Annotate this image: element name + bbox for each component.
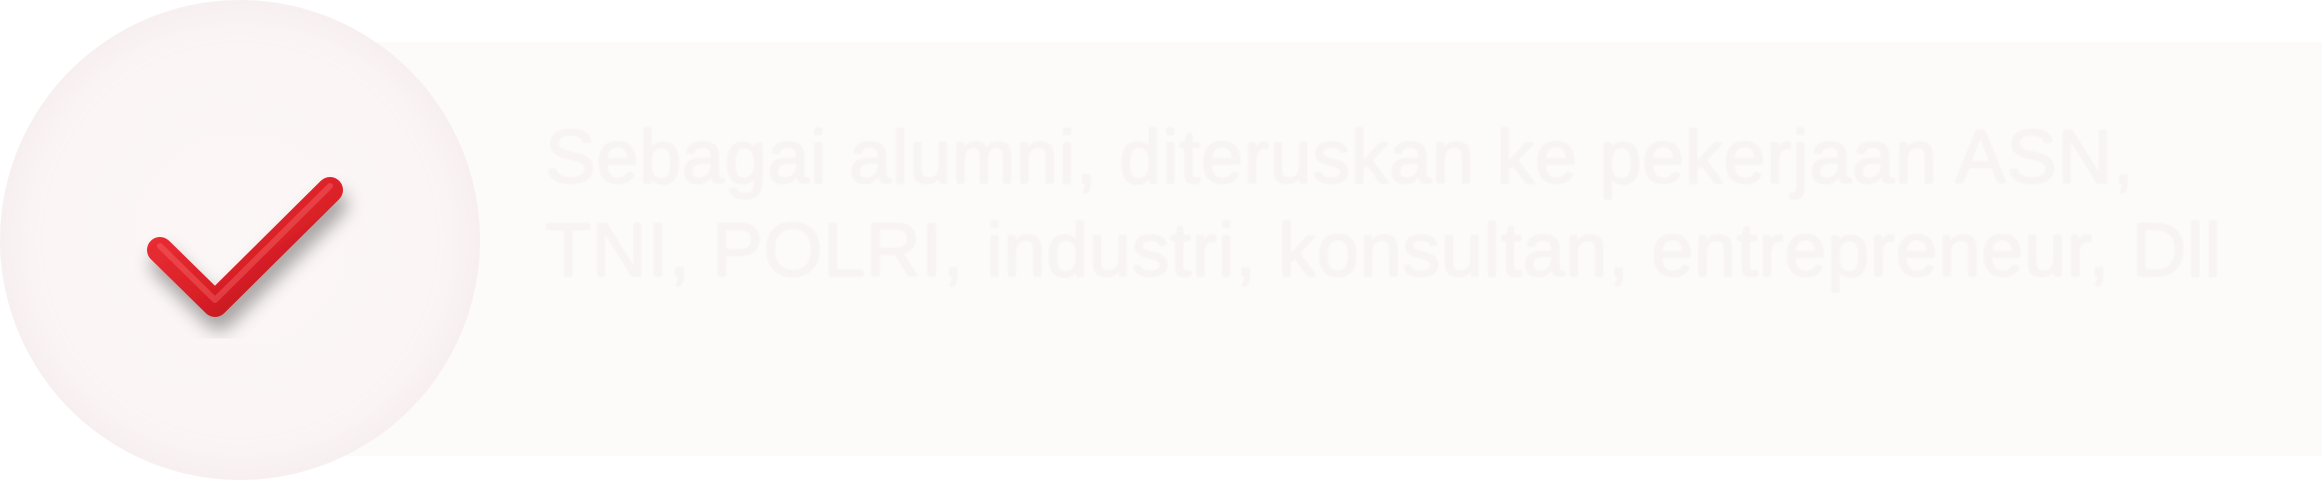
success-badge: [0, 0, 480, 480]
check-icon: [0, 0, 480, 480]
message-text: Sebagai alumni, diteruskan ke pekerjaan ASN, TNI, POLRI, industri, konsultan, entrepreneur, Dll: [545, 115, 2222, 293]
